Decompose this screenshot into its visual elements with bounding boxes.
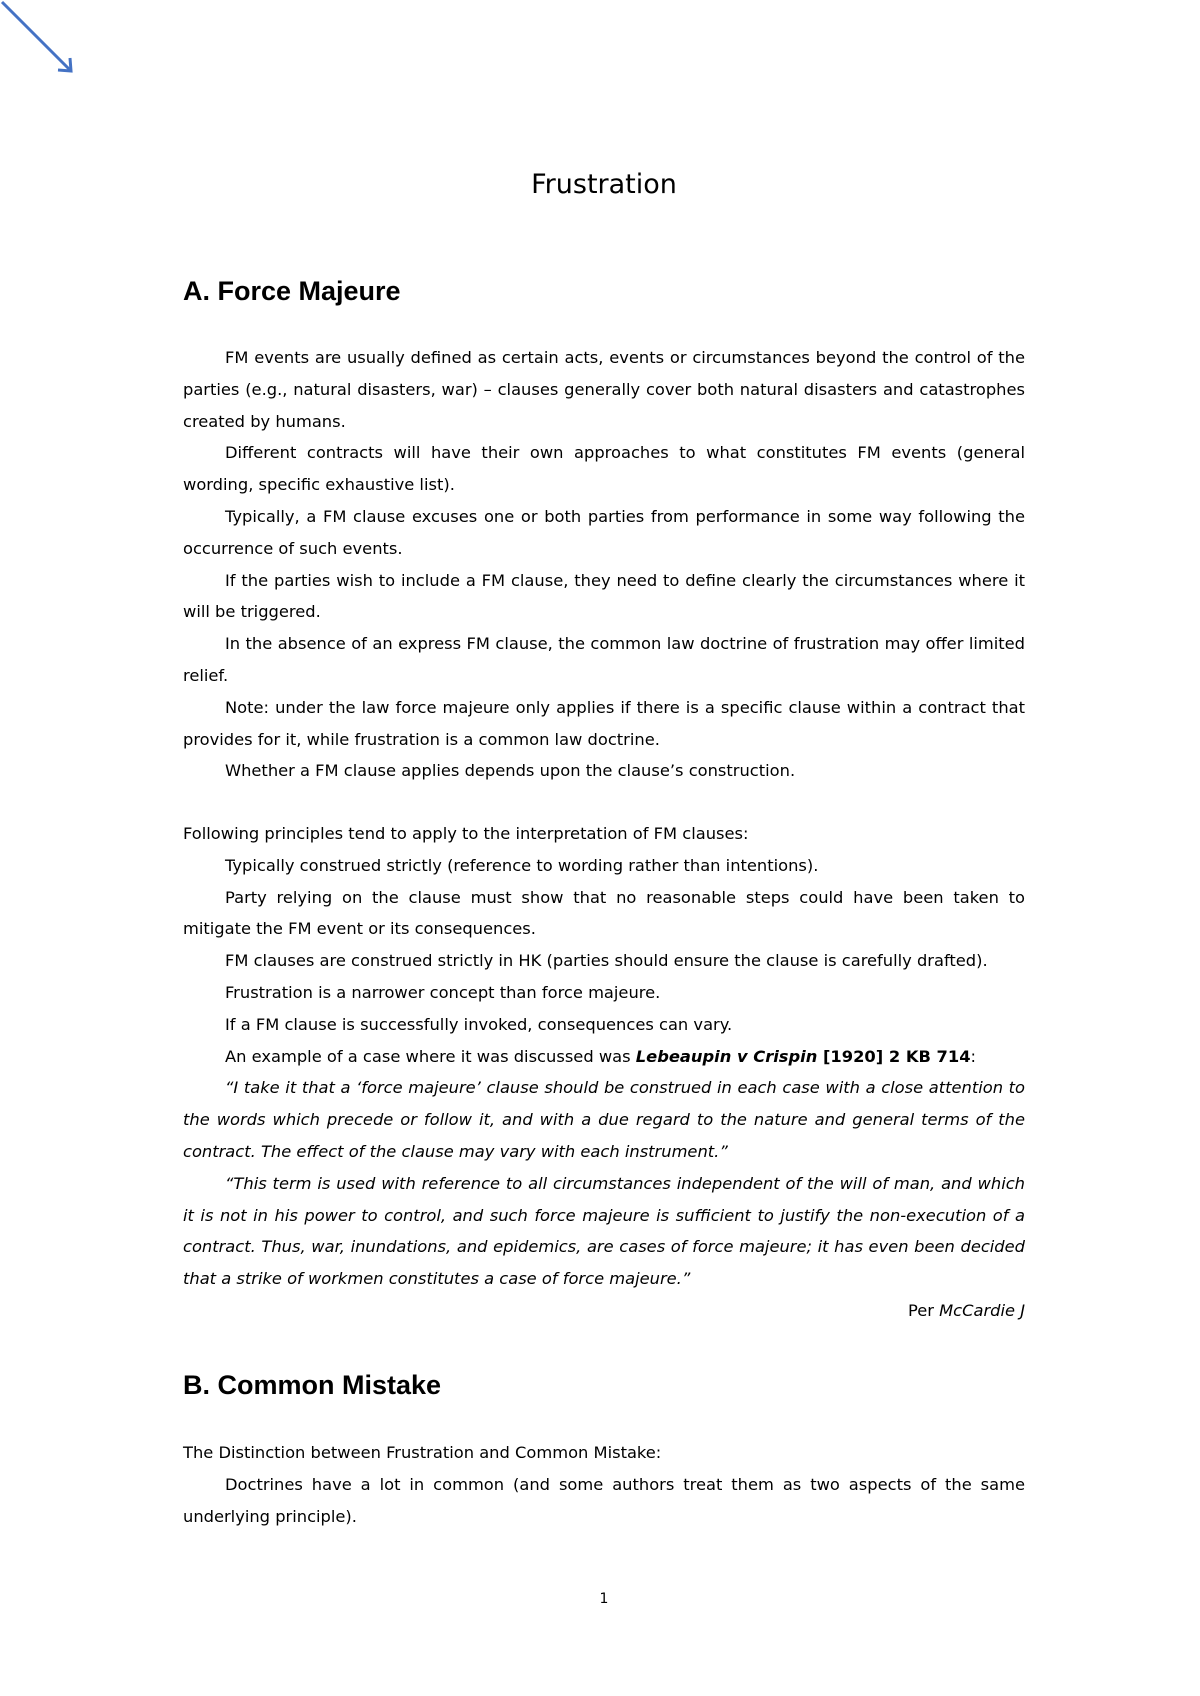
case-citation: [1920] 2 KB 714 <box>817 1046 971 1066</box>
paragraph: In the absence of an express FM clause, the common law doctrine of frustration may offer limited relief. <box>183 634 1025 685</box>
section-b-heading: B. Common Mistake <box>183 1370 442 1400</box>
case-example-lead: An example of a case where it was discussed was <box>225 1046 636 1066</box>
principle-item: Frustration is a narrower concept than force majeure. <box>225 982 661 1002</box>
paragraph: FM events are usually defined as certain acts, events or circumstances beyond the control of the parties (e.g., natural disasters, war) – clauses generally cover both natural disasters and catastrophes created by humans. <box>183 348 1025 431</box>
attribution-prefix: Per <box>907 1300 940 1320</box>
paragraph: Doctrines have a lot in common (and some authors treat them as two aspects of the same underlying principle). <box>183 1474 1025 1526</box>
paragraph: Whether a FM clause applies depends upon the clause’s construction. <box>225 761 796 781</box>
principles-block <box>183 818 1025 1327</box>
paragraph: Note: under the law force majeure only applies if there is a specific clause within a contract that provides for it, while frustration is a common law doctrine. <box>183 697 1025 749</box>
principle-item: If a FM clause is successfully invoked, consequences can vary. <box>225 1014 733 1034</box>
principles-intro: Following principles tend to apply to the interpretation of FM clauses: <box>183 824 749 843</box>
quote-attribution <box>183 1295 1025 1327</box>
principle-item: Party relying on the clause must show that no reasonable steps could have been taken to mitigate the FM event or its consequences. <box>183 887 1025 939</box>
principle-item: Typically construed strictly (reference to wording rather than intentions). <box>225 855 819 875</box>
case-name: Lebeaupin v Crispin <box>635 1046 818 1066</box>
section-a-body <box>183 342 1025 787</box>
quote: “This term is used with reference to all circumstances independent of the will of man, and which it is not in his power to control, and such force majeure is sufficient to justify the non-execution of a contract. Thus, war, inundations, and epidemics, are cases of force majeure; it has even been decided that a strike of workmen constitutes a case of force majeure.” <box>183 1173 1025 1289</box>
paragraph: Typically, a FM clause excuses one or both parties from performance in some way following the occurrence of such events. <box>183 506 1025 558</box>
case-example <box>183 1041 1025 1073</box>
arrow-annotation-icon <box>0 0 80 80</box>
attribution-name: McCardie J <box>939 1300 1025 1320</box>
paragraph: If the parties wish to include a FM clause, they need to define clearly the circumstances where it will be triggered. <box>183 570 1025 622</box>
document-title: Frustration <box>531 169 677 200</box>
section-b-intro: The Distinction between Frustration and Common Mistake: <box>183 1443 662 1462</box>
page-number: 1 <box>599 1591 609 1607</box>
quote: “I take it that a ‘force majeure’ clause should be construed in each case with a close attention to the words which precede or follow it, and with a due regard to the nature and general terms of the contract. The effect of the clause may vary with each instrument.” <box>183 1078 1025 1161</box>
principle-item: FM clauses are construed strictly in HK (parties should ensure the clause is carefully drafted). <box>225 951 988 971</box>
section-b-body <box>183 1437 1025 1532</box>
paragraph: Different contracts will have their own approaches to what constitutes FM events (general wording, specific exhaustive list). <box>183 443 1025 495</box>
section-a-heading: A. Force Majeure <box>183 276 401 306</box>
case-example-tail: : <box>970 1046 977 1066</box>
